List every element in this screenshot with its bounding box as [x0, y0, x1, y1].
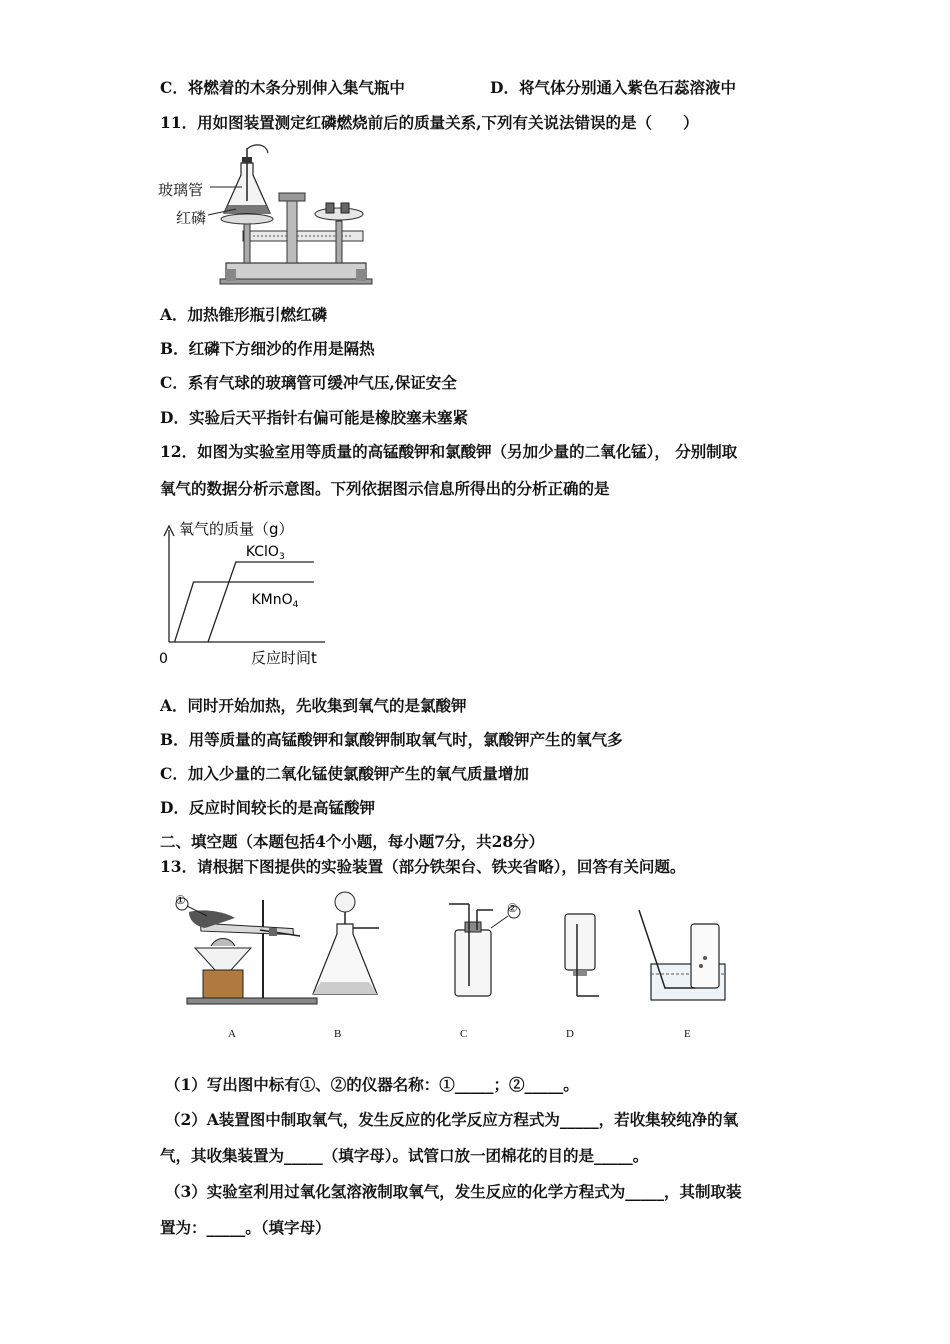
q11-option-b: B．红磷下方细沙的作用是隔热 [160, 339, 375, 358]
q13-sub3-line1: （3）实验室利用过氧化氢溶液制取氧气，发生反应的化学方程式为_____，其制取装 [165, 1182, 742, 1201]
legend-kclo3 [246, 544, 285, 562]
q11-option-a: A．加热锥形瓶引燃红磷 [160, 305, 328, 324]
q13-sub2-line2: 气，其收集装置为_____（填字母）。试管口放一团棉花的目的是_____。 [160, 1146, 649, 1165]
q12-option-b: B．用等质量的高锰酸钾和氯酸钾制取氧气时，氯酸钾产生的氧气多 [160, 730, 623, 749]
mark-2: ② [507, 901, 518, 915]
origin-label: 0 [159, 651, 168, 667]
apparatus-label-e: E [684, 1028, 691, 1040]
apparatus-label-a: A [228, 1028, 236, 1040]
label-red-phosphorus: 红磷 [176, 209, 207, 227]
apparatus-c [449, 904, 520, 996]
q11-option-c: C．系有气球的玻璃管可缓冲气压,保证安全 [160, 373, 457, 392]
q12-option-a: A．同时开始加热，先收集到氧气的是氯酸钾 [160, 696, 467, 715]
series-line-kmno4 [175, 582, 314, 642]
chart-svg [155, 512, 340, 672]
legend-kmno4 [252, 592, 299, 610]
apparatus-a [176, 898, 317, 1004]
lab-apparatus-drawing [165, 890, 735, 1050]
y-axis-label: 氧气的质量（g） [179, 520, 294, 538]
section-heading-fill-in: 二、填空题（本题包括4个小题，每小题7分，共28分） [160, 832, 545, 851]
apparatus-label-d: D [566, 1028, 574, 1040]
mark-1: ① [175, 893, 186, 907]
apparatus-e [639, 910, 725, 1000]
q13-sub1: （1）写出图中标有①、②的仪器名称：①_____；②_____。 [165, 1075, 579, 1094]
legend-kclo3-subscript: 3 [278, 552, 285, 562]
apparatus-label-c: C [460, 1028, 468, 1040]
lab-apparatus-figure [165, 890, 735, 1050]
q10-option-d: D．将气体分别通入紫色石蕊溶液中 [490, 78, 736, 97]
q10-option-c: C．将燃着的木条分别伸入集气瓶中 [160, 78, 405, 97]
q11-stem: 11．用如图装置测定红磷燃烧前后的质量关系,下列有关说法错误的是（ ） [160, 113, 699, 132]
oxygen-mass-chart [155, 512, 340, 672]
balance-apparatus-figure [158, 143, 378, 285]
legend-kmno4-subscript: 4 [292, 600, 299, 610]
q11-option-d: D．实验后天平指针右偏可能是橡胶塞未塞紧 [160, 408, 468, 427]
legend-kmno4-main: KMnO [251, 592, 293, 608]
q13-sub2-line1: （2）A装置图中制取氧气，发生反应的化学反应方程式为_____，若收集较纯净的氧 [165, 1110, 739, 1129]
q12-option-d: D．反应时间较长的是高锰酸钾 [160, 798, 375, 817]
apparatus-label-b: B [334, 1028, 342, 1040]
label-glass-tube: 玻璃管 [158, 181, 204, 199]
apparatus-b [313, 892, 379, 994]
x-axis-label: 反应时间t [251, 649, 317, 667]
q12-option-c: C．加入少量的二氧化锰使氯酸钾产生的氧气质量增加 [160, 764, 529, 783]
q12-stem-line1: 12．如图为实验室用等质量的高锰酸钾和氯酸钾（另加少量的二氧化锰）， 分别制取 [160, 442, 738, 461]
q13-stem: 13．请根据下图提供的实验装置（部分铁架台、铁夹省略），回答有关问题。 [160, 857, 686, 876]
q12-stem-line2: 氧气的数据分析示意图。下列依据图示信息所得出的分析正确的是 [160, 479, 610, 498]
legend-kclo3-main: KClO [245, 544, 279, 560]
q13-sub3-line2: 置为：_____。（填字母） [160, 1218, 331, 1237]
apparatus-d [565, 914, 599, 996]
